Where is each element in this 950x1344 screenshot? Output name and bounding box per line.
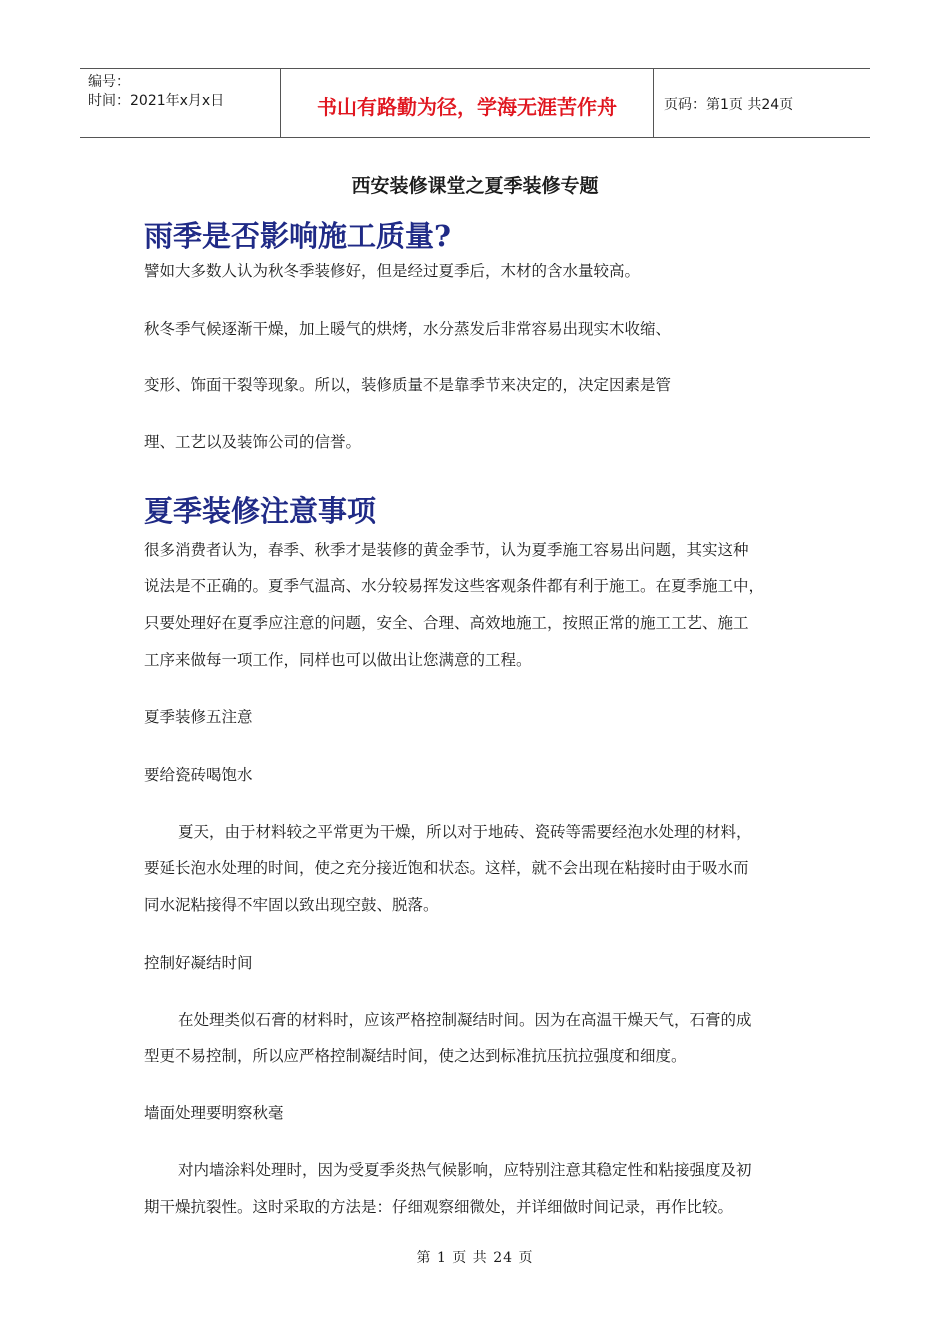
paragraph-line: 变形、饰面干裂等现象。所以，装修质量不是靠季节来决定的，决定因素是管 bbox=[144, 376, 672, 394]
document-number-label: 编号： bbox=[88, 74, 130, 90]
document-title: 西安装修课堂之夏季装修专题 bbox=[351, 175, 599, 197]
page-footer: 第 1 页 共 24 页 bbox=[416, 1250, 534, 1266]
paragraph-line: 型更不易控制，所以应严格控制凝结时间，使之达到标准抗压抗拉强度和细度。 bbox=[144, 1047, 687, 1065]
paragraph-line: 只要处理好在夏季应注意的问题，安全、合理、高效地施工，按照正常的施工工艺、施工 bbox=[144, 614, 749, 632]
header-meta bbox=[80, 69, 281, 137]
item-title-setting-time: 控制好凝结时间 bbox=[144, 954, 253, 972]
paragraph-line: 秋冬季气候逐渐干燥，加上暖气的烘烤，水分蒸发后非常容易出现实木收缩、 bbox=[144, 320, 672, 338]
paragraph-line: 说法是不正确的。夏季气温高、水分较易挥发这些客观条件都有利于施工。在夏季施工中， bbox=[144, 577, 765, 595]
paragraph-line: 要延长泡水处理的时间，使之充分接近饱和状态。这样，就不会出现在粘接时由于吸水而 bbox=[144, 859, 749, 877]
page-header bbox=[80, 68, 870, 138]
paragraph-line: 在处理类似石膏的材料时，应该严格控制凝结时间。因为在高温干燥天气，石膏的成 bbox=[178, 1011, 752, 1029]
paragraph-line: 期干燥抗裂性。这时采取的方法是：仔细观察细微处，并详细做时间记录，再作比较。 bbox=[144, 1198, 734, 1216]
paragraph-line: 夏天，由于材料较之平常更为干燥，所以对于地砖、瓷砖等需要经泡水处理的材料， bbox=[178, 823, 752, 841]
section-heading-rainy-season: 雨季是否影响施工质量? bbox=[144, 219, 451, 253]
paragraph-line: 很多消费者认为，春季、秋季才是装修的黄金季节，认为夏季施工容易出问题，其实这种 bbox=[144, 541, 749, 559]
paragraph-line: 理、工艺以及装饰公司的信誉。 bbox=[144, 433, 362, 451]
header-motto: 书山有路勤为径，学海无涯苦作舟 bbox=[281, 69, 654, 137]
paragraph-line: 同水泥粘接得不牢固以致出现空鼓、脱落。 bbox=[144, 896, 439, 914]
section-heading-summer-notes: 夏季装修注意事项 bbox=[144, 494, 377, 528]
paragraph-line: 对内墙涂料处理时，因为受夏季炎热气候影响，应特别注意其稳定性和粘接强度及初 bbox=[178, 1161, 752, 1179]
header-page-info: 页码：第1页 共24页 bbox=[664, 97, 794, 113]
document-date-label: 时间：2021年x月x日 bbox=[88, 93, 225, 109]
subsection-title: 夏季装修五注意 bbox=[144, 708, 253, 726]
paragraph-line: 工序来做每一项工作，同样也可以做出让您满意的工程。 bbox=[144, 651, 532, 669]
item-title-wall-treatment: 墙面处理要明察秋毫 bbox=[144, 1104, 284, 1122]
item-title-tiles: 要给瓷砖喝饱水 bbox=[144, 766, 253, 784]
paragraph-line: 譬如大多数人认为秋冬季装修好，但是经过夏季后，木材的含水量较高。 bbox=[144, 262, 641, 280]
